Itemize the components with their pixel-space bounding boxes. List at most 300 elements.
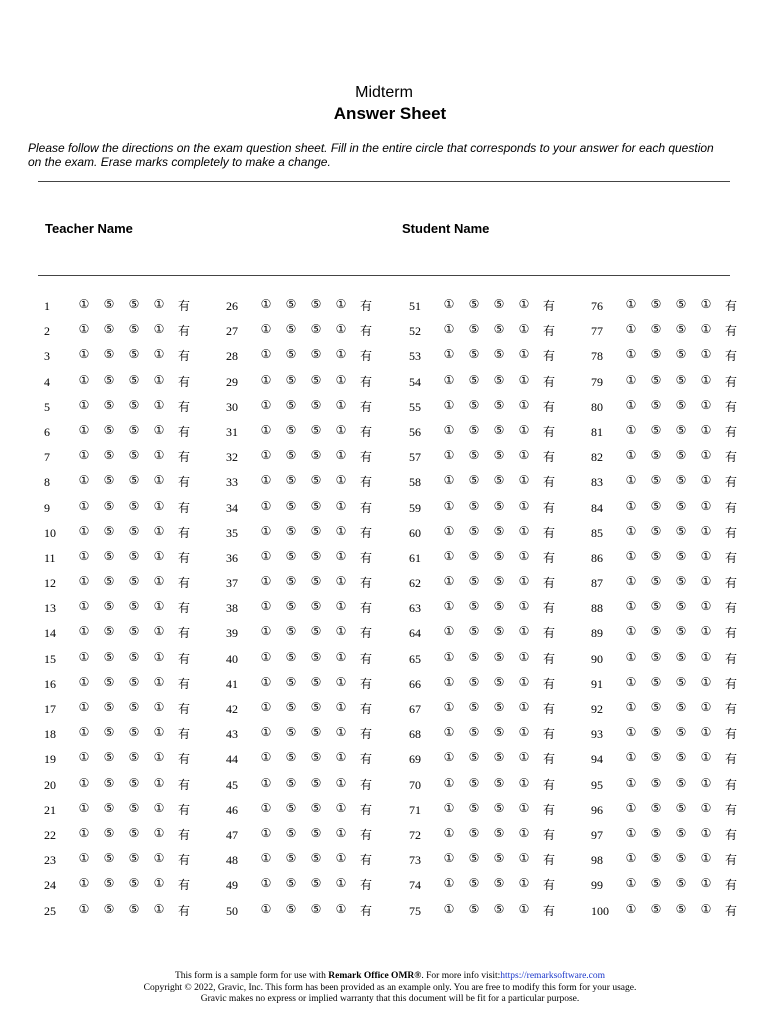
answer-bubble[interactable]: ① bbox=[443, 800, 455, 815]
answer-bubble[interactable]: ① bbox=[153, 800, 165, 815]
answer-bubble[interactable]: 有 bbox=[359, 878, 372, 893]
answer-bubble[interactable]: ① bbox=[443, 825, 455, 840]
answer-bubble[interactable]: 有 bbox=[359, 299, 372, 313]
answer-bubble[interactable]: ① bbox=[153, 498, 165, 513]
answer-bubble[interactable]: ① bbox=[443, 322, 455, 337]
answer-bubble[interactable]: ⑤ bbox=[310, 599, 322, 614]
answer-bubble[interactable]: ⑤ bbox=[103, 876, 115, 891]
answer-bubble[interactable]: ① bbox=[625, 523, 637, 538]
answer-bubble[interactable]: ⑤ bbox=[468, 422, 480, 437]
answer-bubble[interactable]: ⑤ bbox=[675, 322, 687, 337]
answer-bubble[interactable]: ① bbox=[335, 599, 347, 614]
answer-bubble[interactable]: ⑤ bbox=[493, 624, 505, 639]
answer-bubble[interactable]: ⑤ bbox=[493, 422, 505, 437]
answer-bubble[interactable]: ① bbox=[78, 825, 90, 840]
answer-bubble[interactable]: ① bbox=[260, 750, 272, 765]
answer-bubble[interactable]: ① bbox=[78, 624, 90, 639]
answer-bubble[interactable]: 有 bbox=[359, 475, 372, 490]
answer-bubble[interactable]: 有 bbox=[177, 727, 190, 742]
answer-bubble[interactable]: ⑤ bbox=[128, 750, 140, 765]
answer-bubble[interactable]: ① bbox=[518, 347, 530, 362]
answer-bubble[interactable]: ⑤ bbox=[493, 498, 505, 513]
answer-bubble[interactable]: 有 bbox=[177, 903, 190, 918]
answer-bubble[interactable]: ① bbox=[153, 624, 165, 639]
answer-bubble[interactable]: ① bbox=[700, 700, 712, 714]
answer-bubble[interactable]: ⑤ bbox=[493, 825, 505, 840]
answer-bubble[interactable]: 有 bbox=[724, 475, 737, 490]
answer-bubble[interactable]: ① bbox=[78, 448, 90, 463]
answer-bubble[interactable]: ① bbox=[335, 674, 347, 689]
answer-bubble[interactable]: ⑤ bbox=[128, 498, 140, 513]
answer-bubble[interactable]: ⑤ bbox=[493, 372, 505, 387]
answer-bubble[interactable]: ① bbox=[443, 574, 455, 589]
answer-bubble[interactable]: ① bbox=[78, 322, 90, 337]
answer-bubble[interactable]: ① bbox=[335, 624, 347, 639]
answer-bubble[interactable]: ⑤ bbox=[468, 372, 480, 387]
answer-bubble[interactable]: ⑤ bbox=[285, 297, 297, 311]
answer-bubble[interactable]: ⑤ bbox=[493, 448, 505, 463]
answer-bubble[interactable]: 有 bbox=[542, 601, 555, 616]
answer-bubble[interactable]: ⑤ bbox=[128, 523, 140, 538]
answer-bubble[interactable]: ⑤ bbox=[285, 775, 297, 790]
answer-bubble[interactable]: ⑤ bbox=[128, 347, 140, 362]
answer-bubble[interactable]: 有 bbox=[542, 550, 555, 565]
answer-bubble[interactable]: ① bbox=[625, 448, 637, 463]
answer-bubble[interactable]: ⑤ bbox=[675, 750, 687, 765]
answer-bubble[interactable]: ⑤ bbox=[103, 498, 115, 513]
answer-bubble[interactable]: ① bbox=[260, 322, 272, 337]
answer-bubble[interactable]: ① bbox=[518, 548, 530, 563]
answer-bubble[interactable]: ⑤ bbox=[310, 901, 322, 916]
answer-bubble[interactable]: 有 bbox=[724, 752, 737, 767]
answer-bubble[interactable]: ① bbox=[153, 674, 165, 689]
answer-bubble[interactable]: ① bbox=[153, 297, 165, 311]
answer-bubble[interactable]: ⑤ bbox=[493, 548, 505, 563]
answer-bubble[interactable]: ① bbox=[625, 674, 637, 689]
answer-bubble[interactable]: ⑤ bbox=[310, 851, 322, 866]
answer-bubble[interactable]: ① bbox=[625, 498, 637, 513]
answer-bubble[interactable]: ⑤ bbox=[310, 322, 322, 337]
answer-bubble[interactable]: ⑤ bbox=[103, 775, 115, 790]
answer-bubble[interactable]: 有 bbox=[542, 525, 555, 540]
answer-bubble[interactable]: 有 bbox=[177, 475, 190, 490]
answer-bubble[interactable]: ① bbox=[518, 624, 530, 639]
answer-bubble[interactable]: ① bbox=[443, 750, 455, 765]
answer-bubble[interactable]: ① bbox=[78, 674, 90, 689]
answer-bubble[interactable]: ① bbox=[625, 422, 637, 437]
answer-bubble[interactable]: 有 bbox=[724, 424, 737, 439]
answer-bubble[interactable]: ⑤ bbox=[128, 775, 140, 790]
answer-bubble[interactable]: ⑤ bbox=[675, 599, 687, 614]
answer-bubble[interactable]: ⑤ bbox=[675, 901, 687, 916]
answer-bubble[interactable]: ① bbox=[260, 498, 272, 513]
answer-bubble[interactable]: ① bbox=[78, 800, 90, 815]
answer-bubble[interactable]: ⑤ bbox=[493, 297, 505, 311]
answer-bubble[interactable]: ① bbox=[78, 523, 90, 538]
answer-bubble[interactable]: ⑤ bbox=[310, 750, 322, 765]
answer-bubble[interactable]: ⑤ bbox=[468, 624, 480, 639]
answer-bubble[interactable]: 有 bbox=[359, 601, 372, 616]
answer-bubble[interactable]: ① bbox=[78, 422, 90, 437]
answer-bubble[interactable]: ① bbox=[260, 473, 272, 488]
answer-bubble[interactable]: 有 bbox=[359, 424, 372, 439]
answer-bubble[interactable]: ① bbox=[78, 297, 90, 311]
answer-bubble[interactable]: ⑤ bbox=[468, 574, 480, 589]
answer-bubble[interactable]: ⑤ bbox=[468, 750, 480, 765]
answer-bubble[interactable]: 有 bbox=[542, 676, 555, 691]
answer-bubble[interactable]: ⑤ bbox=[468, 523, 480, 538]
answer-bubble[interactable]: ⑤ bbox=[128, 397, 140, 412]
answer-bubble[interactable]: ① bbox=[260, 523, 272, 538]
answer-bubble[interactable]: ⑤ bbox=[285, 473, 297, 488]
answer-bubble[interactable]: ⑤ bbox=[310, 725, 322, 740]
answer-bubble[interactable]: ① bbox=[78, 372, 90, 387]
answer-bubble[interactable]: ⑤ bbox=[103, 825, 115, 840]
answer-bubble[interactable]: ① bbox=[518, 825, 530, 840]
answer-bubble[interactable]: ⑤ bbox=[285, 347, 297, 362]
answer-bubble[interactable]: ⑤ bbox=[468, 876, 480, 891]
answer-bubble[interactable]: ⑤ bbox=[675, 725, 687, 740]
answer-bubble[interactable]: ⑤ bbox=[285, 825, 297, 840]
answer-bubble[interactable]: ① bbox=[518, 750, 530, 765]
answer-bubble[interactable]: 有 bbox=[177, 651, 190, 666]
answer-bubble[interactable]: 有 bbox=[177, 752, 190, 767]
answer-bubble[interactable]: ⑤ bbox=[310, 574, 322, 589]
answer-bubble[interactable]: ① bbox=[518, 700, 530, 714]
answer-bubble[interactable]: ① bbox=[335, 750, 347, 765]
answer-bubble[interactable]: 有 bbox=[359, 550, 372, 565]
answer-bubble[interactable]: ⑤ bbox=[285, 422, 297, 437]
answer-bubble[interactable]: 有 bbox=[542, 853, 555, 868]
answer-bubble[interactable]: ⑤ bbox=[468, 649, 480, 664]
answer-bubble[interactable]: ⑤ bbox=[310, 498, 322, 513]
answer-bubble[interactable]: ⑤ bbox=[650, 674, 662, 689]
answer-bubble[interactable]: ⑤ bbox=[310, 825, 322, 840]
answer-bubble[interactable]: ⑤ bbox=[675, 548, 687, 563]
answer-bubble[interactable]: 有 bbox=[177, 802, 190, 817]
answer-bubble[interactable]: ⑤ bbox=[128, 649, 140, 664]
answer-bubble[interactable]: 有 bbox=[542, 576, 555, 591]
answer-bubble[interactable]: ① bbox=[335, 347, 347, 362]
answer-bubble[interactable]: ⑤ bbox=[650, 825, 662, 840]
answer-bubble[interactable]: ⑤ bbox=[675, 498, 687, 513]
answer-bubble[interactable]: ⑤ bbox=[103, 397, 115, 412]
answer-bubble[interactable]: ⑤ bbox=[285, 599, 297, 614]
answer-bubble[interactable]: ⑤ bbox=[650, 775, 662, 790]
answer-bubble[interactable]: ⑤ bbox=[310, 397, 322, 412]
answer-bubble[interactable]: ⑤ bbox=[468, 725, 480, 740]
answer-bubble[interactable]: ① bbox=[443, 674, 455, 689]
answer-bubble[interactable]: ① bbox=[153, 725, 165, 740]
answer-bubble[interactable]: ⑤ bbox=[675, 876, 687, 891]
answer-bubble[interactable]: 有 bbox=[177, 299, 190, 313]
answer-bubble[interactable]: ⑤ bbox=[650, 624, 662, 639]
answer-bubble[interactable]: ⑤ bbox=[310, 674, 322, 689]
answer-bubble[interactable]: ① bbox=[518, 851, 530, 866]
answer-bubble[interactable]: ⑤ bbox=[468, 473, 480, 488]
answer-bubble[interactable]: ① bbox=[518, 775, 530, 790]
answer-bubble[interactable]: ⑤ bbox=[128, 901, 140, 916]
answer-bubble[interactable]: ① bbox=[518, 448, 530, 463]
answer-bubble[interactable]: ⑤ bbox=[103, 548, 115, 563]
answer-bubble[interactable]: 有 bbox=[359, 853, 372, 868]
answer-bubble[interactable]: ⑤ bbox=[285, 397, 297, 412]
answer-bubble[interactable]: ① bbox=[443, 422, 455, 437]
answer-bubble[interactable]: 有 bbox=[542, 324, 555, 339]
answer-bubble[interactable]: ① bbox=[153, 347, 165, 362]
answer-bubble[interactable]: 有 bbox=[724, 903, 737, 918]
answer-bubble[interactable]: ① bbox=[625, 322, 637, 337]
answer-bubble[interactable]: ① bbox=[700, 599, 712, 614]
answer-bubble[interactable]: ① bbox=[260, 422, 272, 437]
answer-bubble[interactable]: ① bbox=[443, 397, 455, 412]
answer-bubble[interactable]: ① bbox=[153, 422, 165, 437]
answer-bubble[interactable]: 有 bbox=[177, 399, 190, 414]
answer-bubble[interactable]: ⑤ bbox=[493, 347, 505, 362]
answer-bubble[interactable]: ⑤ bbox=[103, 649, 115, 664]
answer-bubble[interactable]: ⑤ bbox=[128, 876, 140, 891]
answer-bubble[interactable]: 有 bbox=[724, 576, 737, 591]
answer-bubble[interactable]: ⑤ bbox=[285, 901, 297, 916]
answer-bubble[interactable]: 有 bbox=[724, 878, 737, 893]
answer-bubble[interactable]: ⑤ bbox=[128, 674, 140, 689]
answer-bubble[interactable]: 有 bbox=[542, 702, 555, 716]
answer-bubble[interactable]: ⑤ bbox=[285, 523, 297, 538]
answer-bubble[interactable]: ① bbox=[625, 800, 637, 815]
answer-bubble[interactable]: ① bbox=[78, 574, 90, 589]
answer-bubble[interactable]: ① bbox=[335, 297, 347, 311]
answer-bubble[interactable]: ⑤ bbox=[128, 372, 140, 387]
answer-bubble[interactable]: ⑤ bbox=[103, 599, 115, 614]
answer-bubble[interactable]: ① bbox=[443, 649, 455, 664]
answer-bubble[interactable]: ⑤ bbox=[468, 674, 480, 689]
answer-bubble[interactable]: ① bbox=[700, 548, 712, 563]
answer-bubble[interactable]: ⑤ bbox=[310, 775, 322, 790]
answer-bubble[interactable]: ⑤ bbox=[310, 649, 322, 664]
answer-bubble[interactable]: ① bbox=[625, 574, 637, 589]
answer-bubble[interactable]: ⑤ bbox=[493, 674, 505, 689]
answer-bubble[interactable]: ① bbox=[260, 297, 272, 311]
answer-bubble[interactable]: ⑤ bbox=[493, 574, 505, 589]
answer-bubble[interactable]: ⑤ bbox=[675, 775, 687, 790]
answer-bubble[interactable]: ① bbox=[700, 750, 712, 765]
answer-bubble[interactable]: ⑤ bbox=[468, 498, 480, 513]
answer-bubble[interactable]: ⑤ bbox=[650, 322, 662, 337]
answer-bubble[interactable]: ⑤ bbox=[650, 750, 662, 765]
answer-bubble[interactable]: ① bbox=[153, 775, 165, 790]
answer-bubble[interactable]: 有 bbox=[359, 676, 372, 691]
answer-bubble[interactable]: ① bbox=[700, 523, 712, 538]
answer-bubble[interactable]: ⑤ bbox=[493, 700, 505, 714]
answer-bubble[interactable]: ① bbox=[625, 372, 637, 387]
answer-bubble[interactable]: ① bbox=[700, 372, 712, 387]
answer-bubble[interactable]: ① bbox=[78, 649, 90, 664]
answer-bubble[interactable]: ① bbox=[518, 473, 530, 488]
answer-bubble[interactable]: 有 bbox=[359, 324, 372, 339]
answer-bubble[interactable]: 有 bbox=[177, 853, 190, 868]
answer-bubble[interactable]: ⑤ bbox=[285, 851, 297, 866]
answer-bubble[interactable]: 有 bbox=[359, 802, 372, 817]
answer-bubble[interactable]: ① bbox=[443, 498, 455, 513]
answer-bubble[interactable]: ① bbox=[260, 347, 272, 362]
answer-bubble[interactable]: ① bbox=[518, 876, 530, 891]
answer-bubble[interactable]: 有 bbox=[724, 827, 737, 842]
answer-bubble[interactable]: ① bbox=[335, 700, 347, 714]
answer-bubble[interactable]: ① bbox=[260, 574, 272, 589]
answer-bubble[interactable]: ① bbox=[625, 851, 637, 866]
answer-bubble[interactable]: ① bbox=[518, 574, 530, 589]
answer-bubble[interactable]: 有 bbox=[724, 727, 737, 742]
answer-bubble[interactable]: ① bbox=[153, 574, 165, 589]
answer-bubble[interactable]: ⑤ bbox=[650, 599, 662, 614]
answer-bubble[interactable]: ① bbox=[518, 649, 530, 664]
answer-bubble[interactable]: 有 bbox=[542, 500, 555, 515]
answer-bubble[interactable]: ① bbox=[153, 473, 165, 488]
answer-bubble[interactable]: 有 bbox=[724, 525, 737, 540]
answer-bubble[interactable]: ① bbox=[443, 347, 455, 362]
answer-bubble[interactable]: ① bbox=[335, 901, 347, 916]
answer-bubble[interactable]: ⑤ bbox=[285, 725, 297, 740]
answer-bubble[interactable]: ① bbox=[260, 800, 272, 815]
answer-bubble[interactable]: ① bbox=[335, 775, 347, 790]
answer-bubble[interactable]: ① bbox=[78, 851, 90, 866]
answer-bubble[interactable]: ⑤ bbox=[285, 624, 297, 639]
answer-bubble[interactable]: ⑤ bbox=[285, 548, 297, 563]
answer-bubble[interactable]: ① bbox=[625, 700, 637, 714]
answer-bubble[interactable]: ⑤ bbox=[650, 397, 662, 412]
answer-bubble[interactable]: 有 bbox=[542, 349, 555, 364]
answer-bubble[interactable]: ① bbox=[700, 473, 712, 488]
answer-bubble[interactable]: ① bbox=[335, 523, 347, 538]
answer-bubble[interactable]: 有 bbox=[542, 626, 555, 641]
answer-bubble[interactable]: ① bbox=[260, 825, 272, 840]
answer-bubble[interactable]: ⑤ bbox=[675, 674, 687, 689]
answer-bubble[interactable]: ① bbox=[260, 548, 272, 563]
answer-bubble[interactable]: ① bbox=[335, 725, 347, 740]
answer-bubble[interactable]: ① bbox=[518, 322, 530, 337]
answer-bubble[interactable]: ⑤ bbox=[103, 674, 115, 689]
answer-bubble[interactable]: 有 bbox=[542, 299, 555, 313]
answer-bubble[interactable]: ① bbox=[443, 775, 455, 790]
answer-bubble[interactable]: ⑤ bbox=[650, 800, 662, 815]
answer-bubble[interactable]: 有 bbox=[542, 727, 555, 742]
answer-bubble[interactable]: ① bbox=[78, 397, 90, 412]
answer-bubble[interactable]: ① bbox=[335, 548, 347, 563]
answer-bubble[interactable]: 有 bbox=[542, 399, 555, 414]
answer-bubble[interactable]: ① bbox=[153, 901, 165, 916]
answer-bubble[interactable]: ① bbox=[518, 725, 530, 740]
answer-bubble[interactable]: ⑤ bbox=[675, 397, 687, 412]
answer-bubble[interactable]: ① bbox=[335, 372, 347, 387]
answer-bubble[interactable]: ① bbox=[153, 825, 165, 840]
answer-bubble[interactable]: ⑤ bbox=[285, 876, 297, 891]
answer-bubble[interactable]: ① bbox=[153, 599, 165, 614]
answer-bubble[interactable]: ⑤ bbox=[128, 624, 140, 639]
answer-bubble[interactable]: ⑤ bbox=[650, 901, 662, 916]
answer-bubble[interactable]: ① bbox=[260, 700, 272, 714]
answer-bubble[interactable]: ① bbox=[518, 901, 530, 916]
answer-bubble[interactable]: ① bbox=[78, 498, 90, 513]
answer-bubble[interactable]: ① bbox=[700, 574, 712, 589]
answer-bubble[interactable]: ① bbox=[700, 775, 712, 790]
answer-bubble[interactable]: ⑤ bbox=[128, 322, 140, 337]
answer-bubble[interactable]: ⑤ bbox=[128, 725, 140, 740]
answer-bubble[interactable]: ⑤ bbox=[285, 649, 297, 664]
answer-bubble[interactable]: ⑤ bbox=[468, 851, 480, 866]
answer-bubble[interactable]: ⑤ bbox=[468, 800, 480, 815]
answer-bubble[interactable]: 有 bbox=[177, 777, 190, 792]
answer-bubble[interactable]: ① bbox=[518, 599, 530, 614]
answer-bubble[interactable]: ⑤ bbox=[468, 825, 480, 840]
answer-bubble[interactable]: ⑤ bbox=[128, 599, 140, 614]
answer-bubble[interactable]: ⑤ bbox=[128, 800, 140, 815]
answer-bubble[interactable]: ① bbox=[518, 498, 530, 513]
answer-bubble[interactable]: ① bbox=[700, 876, 712, 891]
answer-bubble[interactable]: ⑤ bbox=[650, 725, 662, 740]
answer-bubble[interactable]: 有 bbox=[724, 702, 737, 716]
answer-bubble[interactable]: ⑤ bbox=[650, 448, 662, 463]
answer-bubble[interactable]: ① bbox=[260, 775, 272, 790]
answer-bubble[interactable]: ① bbox=[625, 548, 637, 563]
answer-bubble[interactable]: ⑤ bbox=[675, 700, 687, 714]
answer-bubble[interactable]: ⑤ bbox=[675, 624, 687, 639]
answer-bubble[interactable]: ⑤ bbox=[650, 649, 662, 664]
answer-bubble[interactable]: ① bbox=[78, 750, 90, 765]
answer-bubble[interactable]: ⑤ bbox=[493, 649, 505, 664]
answer-bubble[interactable]: ① bbox=[78, 347, 90, 362]
answer-bubble[interactable]: ① bbox=[443, 624, 455, 639]
answer-bubble[interactable]: ⑤ bbox=[310, 422, 322, 437]
answer-bubble[interactable]: ⑤ bbox=[650, 876, 662, 891]
answer-bubble[interactable]: ⑤ bbox=[675, 523, 687, 538]
answer-bubble[interactable]: ① bbox=[153, 851, 165, 866]
answer-bubble[interactable]: 有 bbox=[359, 777, 372, 792]
answer-bubble[interactable]: ⑤ bbox=[128, 825, 140, 840]
answer-bubble[interactable]: ① bbox=[260, 725, 272, 740]
answer-bubble[interactable]: ⑤ bbox=[128, 297, 140, 311]
answer-bubble[interactable]: 有 bbox=[724, 626, 737, 641]
answer-bubble[interactable]: ⑤ bbox=[650, 372, 662, 387]
answer-bubble[interactable]: ① bbox=[335, 825, 347, 840]
answer-bubble[interactable]: ① bbox=[78, 473, 90, 488]
answer-bubble[interactable]: 有 bbox=[542, 777, 555, 792]
answer-bubble[interactable]: ⑤ bbox=[675, 473, 687, 488]
answer-bubble[interactable]: ① bbox=[625, 825, 637, 840]
answer-bubble[interactable]: ⑤ bbox=[103, 800, 115, 815]
answer-bubble[interactable]: ① bbox=[625, 901, 637, 916]
answer-bubble[interactable]: ⑤ bbox=[310, 347, 322, 362]
answer-bubble[interactable]: ⑤ bbox=[128, 473, 140, 488]
answer-bubble[interactable]: ⑤ bbox=[310, 548, 322, 563]
answer-bubble[interactable]: ① bbox=[625, 599, 637, 614]
answer-bubble[interactable]: ① bbox=[260, 599, 272, 614]
answer-bubble[interactable]: ⑤ bbox=[493, 725, 505, 740]
answer-bubble[interactable]: 有 bbox=[359, 450, 372, 465]
answer-bubble[interactable]: 有 bbox=[177, 525, 190, 540]
answer-bubble[interactable]: ⑤ bbox=[650, 548, 662, 563]
answer-bubble[interactable]: 有 bbox=[177, 576, 190, 591]
answer-bubble[interactable]: 有 bbox=[177, 500, 190, 515]
answer-bubble[interactable]: ① bbox=[153, 876, 165, 891]
answer-bubble[interactable]: ⑤ bbox=[468, 448, 480, 463]
answer-bubble[interactable]: ⑤ bbox=[310, 473, 322, 488]
answer-bubble[interactable]: 有 bbox=[724, 324, 737, 339]
answer-bubble[interactable]: ① bbox=[443, 297, 455, 311]
answer-bubble[interactable]: ① bbox=[260, 674, 272, 689]
answer-bubble[interactable]: ⑤ bbox=[468, 599, 480, 614]
answer-bubble[interactable]: 有 bbox=[359, 702, 372, 716]
answer-bubble[interactable]: ① bbox=[260, 876, 272, 891]
